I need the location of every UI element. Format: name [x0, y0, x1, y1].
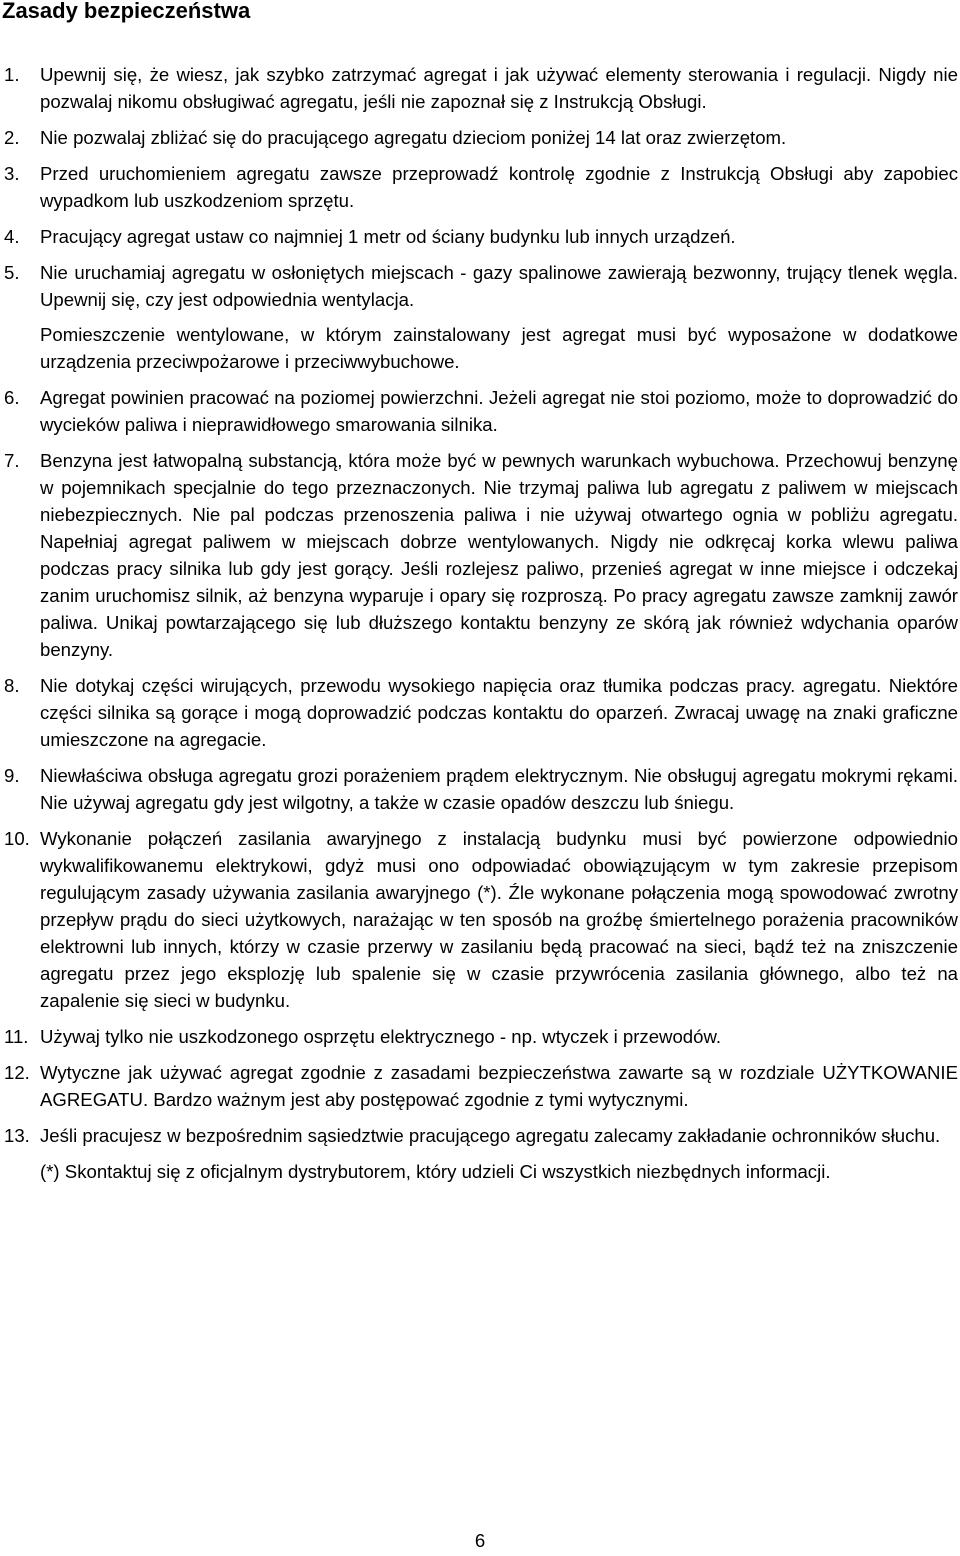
item-number: 12. [4, 1062, 30, 1083]
safety-rules-list [0, 61, 958, 1194]
item-text: Pomieszczenie wentylowane, w którym zainstalowany jest agregat musi być wyposażone w dodatkowe urządzenia przeciwpożarowe i przeciwwybuchowe. [40, 324, 958, 372]
list-item [0, 259, 958, 313]
list-item [0, 1122, 958, 1149]
item-text: Wytyczne jak używać agregat zgodnie z zasadami bezpieczeństwa zawarte są w rozdziale UŻYTKOWANIE AGREGATU. Bardzo ważnym jest aby postępować zgodnie z tymi wytycznymi. [40, 1062, 958, 1110]
item-number: 11. [4, 1026, 29, 1047]
list-item [0, 447, 958, 663]
item-number: 1. [4, 64, 20, 85]
item-text: Nie dotykaj części wirujących, przewodu wysokiego napięcia oraz tłumika podczas pracy. agregatu. Niektóre części silnika są gorące i mogą doprowadzić podczas kontaktu do oparzeń. Zwracaj uwagę na znaki graficzne umieszczone na agregacie. [40, 675, 958, 750]
list-item-continuation [0, 321, 958, 375]
list-item [0, 160, 958, 214]
list-item [0, 825, 958, 1014]
item-number: 13. [4, 1125, 30, 1146]
list-item [0, 1023, 958, 1050]
item-text: Nie uruchamiaj agregatu w osłoniętych miejscach - gazy spalinowe zawierają bezwonny, trujący tlenek węgla. Upewnij się, czy jest odpowiednia wentylacja. [40, 262, 958, 310]
item-number: 7. [4, 450, 20, 471]
item-number [0, 321, 40, 375]
item-text: Jeśli pracujesz w bezpośrednim sąsiedztwie pracującego agregatu zalecamy zakładanie ochronników słuchu. [40, 1125, 941, 1146]
item-number: 8. [4, 675, 20, 696]
item-number: 5. [4, 262, 20, 283]
item-text: Benzyna jest łatwopalną substancją, która może być w pewnych warunkach wybuchowa. Przechowuj benzynę w pojemnikach specjalnie do tego przeznaczonych. Nie trzymaj paliwa lub agregatu z paliwem w miejscach niebezpiecznych. Nie pal podczas przenoszenia paliwa i nie używaj otwartego ognia w pobliżu agregatu. Napełniaj agregat paliwem w miejscach dobrze wentylowanych. Nigdy nie odkręcaj korka wlewu paliwa podczas pracy silnika lub gdy jest gorący. Jeśli rozlejesz paliwo, przenieś agregat w inne miejsce i odczekaj zanim uruchomisz silnik, aż benzyna wyparuje i opary się rozproszą. Po pracy agregatu zawsze zamknij zawór paliwa. Unikaj powtarzającego się lub dłuższego kontaktu benzyny ze skórą jak również wdychania oparów benzyny. [40, 450, 958, 660]
item-text: Używaj tylko nie uszkodzonego osprzętu elektrycznego - np. wtyczek i przewodów. [40, 1026, 722, 1047]
item-text: Wykonanie połączeń zasilania awaryjnego z instalacją budynku musi być powierzone odpowiednio wykwalifikowanemu elektrykowi, gdyż musi ono odpowiadać obowiązującym w tym zakresie przepisom regulującym zasady używania zasilania awaryjnego (*). Źle wykonane połączenia mogą spowodować zwrotny przepływ prądu do sieci użytkowych, narażając w ten sposób na groźbę śmiertelnego porażenia pracowników elektrowni lub innych, którzy w czasie przerwy w zasilaniu będą pracować na sieci, bądź też na zniszczenie agregatu przez jego eksplozję lub spalenie się w czasie przywrócenia zasilania głównego, albo też na zapalenie się sieci w budynku. [40, 828, 958, 1011]
list-item [0, 124, 958, 151]
item-number: 3. [4, 163, 20, 184]
item-number: 10. [4, 828, 30, 849]
list-item [0, 1059, 958, 1113]
page-title: Zasady bezpieczeństwa [2, 0, 251, 23]
item-text: Upewnij się, że wiesz, jak szybko zatrzymać agregat i jak używać elementy sterowania i regulacji. Nigdy nie pozwalaj nikomu obsługiwać agregatu, jeśli nie zapoznał się z Instrukcją Obsługi. [40, 64, 958, 112]
item-number: 2. [4, 127, 20, 148]
footnote-text: (*) Skontaktuj się z oficjalnym dystrybutorem, który udzieli Ci wszystkich niezbędnych informacji. [40, 1161, 831, 1182]
item-text: Nie pozwalaj zbliżać się do pracującego agregatu dzieciom poniżej 14 lat oraz zwierzętom. [40, 127, 787, 148]
list-item [0, 61, 958, 115]
item-text: Agregat powinien pracować na poziomej powierzchni. Jeżeli agregat nie stoi poziomo, może to doprowadzić do wycieków paliwa i nieprawidłowego smarowania silnika. [40, 387, 958, 435]
list-item [0, 762, 958, 816]
item-text: Przed uruchomieniem agregatu zawsze przeprowadź kontrolę zgodnie z Instrukcją Obsługi aby zapobiec wypadkom lub uszkodzeniom sprzętu. [40, 163, 958, 211]
item-text: Niewłaściwa obsługa agregatu grozi porażeniem prądem elektrycznym. Nie obsługuj agregatu mokrymi rękami. Nie używaj agregatu gdy jest wilgotny, a także w czasie opadów deszczu lub śniegu. [40, 765, 958, 813]
item-number: 4. [4, 226, 20, 247]
item-text: Pracujący agregat ustaw co najmniej 1 metr od ściany budynku lub innych urządzeń. [40, 226, 736, 247]
item-number [0, 1158, 40, 1185]
list-item [0, 223, 958, 250]
list-item [0, 672, 958, 753]
item-number: 9. [4, 765, 20, 786]
footnote [0, 1158, 958, 1185]
page-number: 6 [474, 1530, 486, 1551]
list-item [0, 384, 958, 438]
item-number: 6. [4, 387, 20, 408]
